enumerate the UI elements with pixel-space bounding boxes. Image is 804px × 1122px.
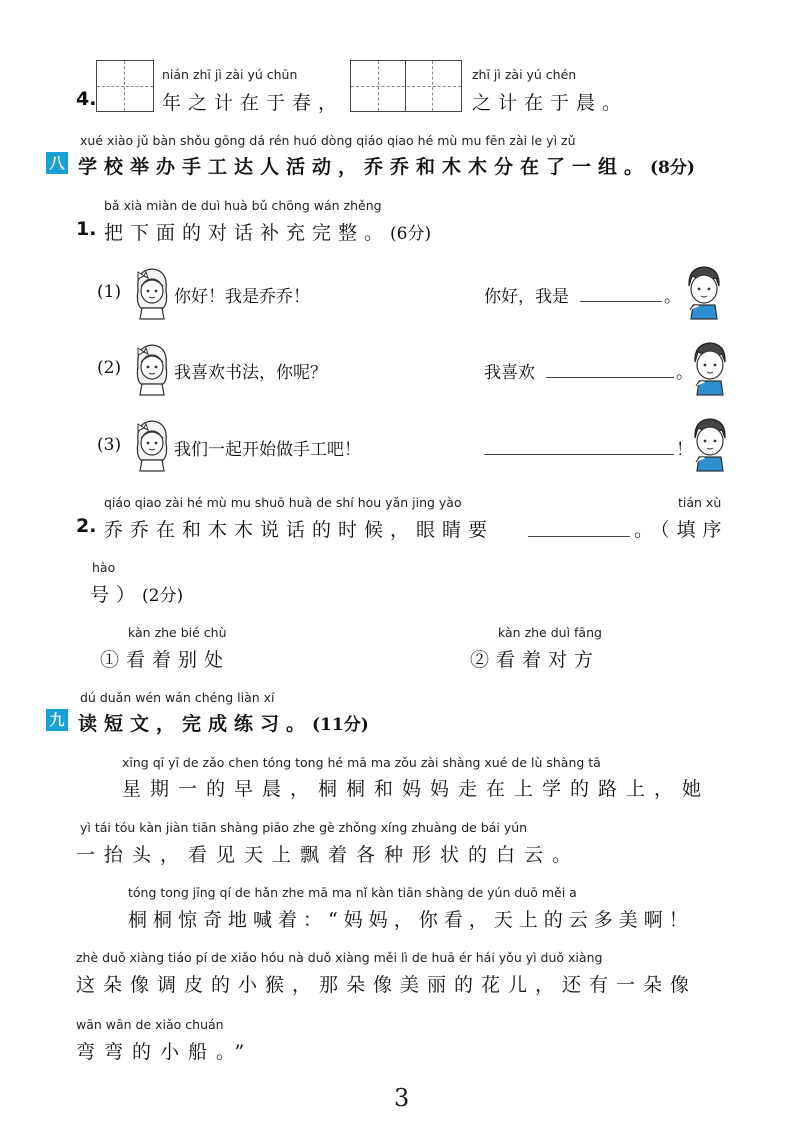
answer-grid-2[interactable] xyxy=(350,60,462,112)
q2-score: (2分) xyxy=(142,586,184,606)
section9-title-text: 读短文，完成练习。 xyxy=(78,713,313,735)
q2-text-2 xyxy=(90,580,183,607)
q2-text-2-main: 号） xyxy=(90,584,143,606)
q1-text xyxy=(104,218,431,245)
q2-pinyin: qiáo qiao zài hé mù mu shuō huà de shí hou yǎn jing yào xyxy=(104,495,462,510)
option-1[interactable]: ①看着别处 xyxy=(100,649,231,671)
dialogue-3-end: ！ xyxy=(676,440,693,460)
q2-text: 乔乔在和木木说话的时候，眼睛要 xyxy=(104,519,495,541)
boy-avatar-icon xyxy=(680,262,728,320)
passage-line-5: 弯弯的小船。” xyxy=(76,1041,254,1063)
dialogue-1-end: 。 xyxy=(664,287,681,307)
q4-text-1: 年之计在于春， xyxy=(162,92,345,114)
option-2[interactable]: ②看着对方 xyxy=(470,649,601,671)
q2-answer-blank[interactable] xyxy=(528,518,630,537)
dialogue-3-blank[interactable] xyxy=(484,436,674,455)
dialogue-1-blank[interactable] xyxy=(580,283,662,302)
passage-line-2-pinyin: yì tái tóu kàn jiàn tiān shàng piāo zhe gè zhǒng xíng zhuàng de bái yún xyxy=(80,820,528,835)
dialogue-1-boy: 你好，我是 xyxy=(484,287,569,307)
section9-pinyin: dú duǎn wén wán chéng liàn xí xyxy=(80,690,275,705)
q4-pinyin-2: zhī jì zài yú chén xyxy=(472,67,577,82)
dialogue-3-girl: 我们一起开始做手工吧！ xyxy=(174,440,361,460)
section9-score: (11分) xyxy=(312,715,369,735)
option-1-pinyin: kàn zhe bié chù xyxy=(128,625,227,640)
dialogue-2-index: (2) xyxy=(97,358,122,378)
passage-line-4: 这朵像调皮的小猴，那朵像美丽的花儿，还有一朵像 xyxy=(76,974,698,996)
q2-number: 2. xyxy=(76,515,97,537)
passage-line-3: 桐桐惊奇地喊着：“妈妈，你看，天上的云多美啊！ xyxy=(128,909,694,931)
q2-pinyin-right: tián xù xyxy=(678,495,722,510)
option-2-pinyin: kàn zhe duì fāng xyxy=(498,625,602,640)
dialogue-1-girl: 你好！我是乔乔！ xyxy=(174,287,310,307)
dialogue-2-blank[interactable] xyxy=(546,359,674,378)
section8-badge: 八 xyxy=(46,152,68,174)
q4-number: 4. xyxy=(76,88,97,110)
passage-line-1-pinyin: xīng qī yī de zǎo chen tóng tong hé mā ma zǒu zài shàng xué de lù shàng tā xyxy=(122,755,601,770)
section8-title-text: 学校举办手工达人活动，乔乔和木木分在了一组。 xyxy=(78,156,651,178)
passage-line-3-pinyin: tóng tong jīng qí de hǎn zhe mā ma nǐ kàn tiān shàng de yún duō měi a xyxy=(128,885,577,900)
girl-avatar-icon xyxy=(130,264,174,320)
q1-text-main: 把下面的对话补充完整。 xyxy=(104,222,391,244)
q1-score: (6分) xyxy=(390,224,432,244)
girl-avatar-icon xyxy=(130,416,174,472)
section9-badge: 九 xyxy=(46,709,68,731)
q4-pinyin-1: nián zhī jì zài yú chūn xyxy=(162,67,298,82)
dialogue-3-index: (3) xyxy=(97,435,122,455)
dialogue-1-index: (1) xyxy=(97,282,122,302)
dialogue-2-end: 。 xyxy=(676,363,693,383)
passage-line-5-pinyin: wān wān de xiǎo chuán xyxy=(76,1017,224,1032)
q2-pinyin-2: hào xyxy=(92,560,116,575)
q4-text-2: 之计在于晨。 xyxy=(472,92,629,114)
dialogue-2-girl: 我喜欢书法，你呢？ xyxy=(174,363,327,383)
answer-grid-1[interactable] xyxy=(96,60,154,112)
page-number: 3 xyxy=(394,1084,410,1112)
passage-line-2: 一抬头，看见天上飘着各种形状的白云。 xyxy=(76,844,581,866)
girl-avatar-icon xyxy=(130,340,174,396)
dialogue-2-boy: 我喜欢 xyxy=(484,363,535,383)
passage-line-4-pinyin: zhè duǒ xiàng tiáo pí de xiǎo hóu nà duǒ xiàng měi lì de huā ér hái yǒu yì duǒ xiàng xyxy=(76,950,603,965)
boy-avatar-icon xyxy=(686,414,734,472)
q1-number: 1. xyxy=(76,218,97,240)
passage-line-1: 星期一的早晨，桐桐和妈妈走在上学的路上，她 xyxy=(122,778,711,800)
section8-title xyxy=(78,152,695,179)
q1-pinyin: bǎ xià miàn de duì huà bǔ chōng wán zhěng xyxy=(104,198,382,213)
q2-text-end: 。（填序 xyxy=(634,519,729,541)
section8-score: (8分) xyxy=(650,158,695,178)
section9-title xyxy=(78,709,369,736)
section8-pinyin: xué xiào jǔ bàn shǒu gōng dá rén huó dòng qiáo qiao hé mù mu fēn zài le yì zǔ xyxy=(80,133,576,148)
boy-avatar-icon xyxy=(686,338,734,396)
